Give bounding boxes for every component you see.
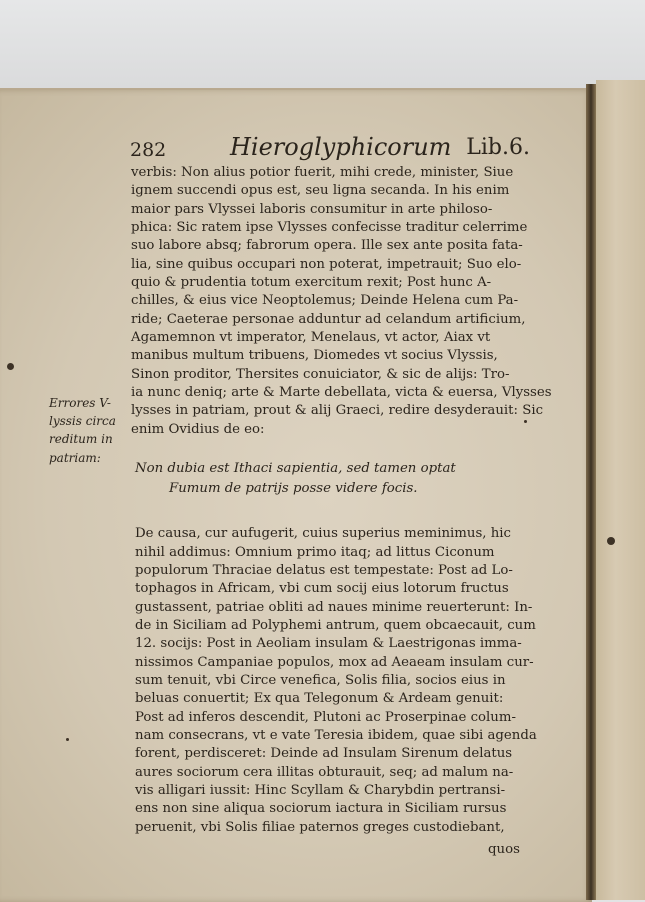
margin-note-line: Errores V- <box>49 396 111 410</box>
text-line: nam consecrans, vt e vate Teresia ibidem, quae sibi agenda <box>135 727 537 743</box>
page-number: 282 <box>130 139 167 161</box>
text-line: phica: Sic ratem ipse Vlysses confecisse traditur celerrime <box>131 220 528 236</box>
text-line: lysses in patriam, prout & alij Graeci, redire desyderauit: Sic <box>131 403 544 419</box>
text-line: populorum Thraciae delatus est tempestate: Post ad Lo- <box>135 562 513 578</box>
quote-line: Fumum de patrijs posse videre focis. <box>169 481 418 497</box>
facing-page-edge <box>596 80 645 900</box>
text-line: aures sociorum cera illitas obturauit, seq; ad malum na- <box>135 764 514 780</box>
text-line: tophagos in Africam, vbi cum socij eius lotorum fructus <box>135 581 509 597</box>
quote-line: Non dubia est Ithaci sapientia, sed tamen optat <box>135 461 456 477</box>
text-line: verbis: Non alius potior fuerit, mihi crede, minister, Siue <box>131 165 514 180</box>
book-gutter <box>586 84 596 900</box>
catchword: quos <box>488 842 520 857</box>
running-head <box>130 133 530 167</box>
paragraph-2 <box>131 525 537 837</box>
text-line: gustassent, patriae obliti ad naues minime reuerterunt: In- <box>135 599 533 615</box>
text-line: ride; Caeterae personae adduntur ad celandum artificium, <box>131 311 526 327</box>
text-line: nihil addimus: Omnium primo itaq; ad littus Ciconum <box>135 544 495 560</box>
text-line: Sinon proditor, Thersites conuiciator, & sic de alijs: Tro- <box>131 366 510 382</box>
backdrop <box>0 0 645 95</box>
text-line: enim Ovidius de eo: <box>131 421 265 437</box>
text-line: Post ad inferos descendit, Plutoni ac Proserpinae colum- <box>135 709 516 725</box>
verse-quote <box>131 459 531 499</box>
text-line: quio & prudentia totum exercitum rexit; Post hunc A- <box>131 275 492 291</box>
ink-spot <box>7 363 14 370</box>
book-number: Lib.6. <box>466 135 530 160</box>
text-line: Agamemnon vt imperator, Menelaus, vt actor, Aiax vt <box>131 330 491 346</box>
margin-note-line: patriam: <box>49 450 101 465</box>
ink-spot <box>66 738 69 741</box>
text-line: ia nunc deniq; arte & Marte debellata, victa & euersa, Vlysses <box>131 385 552 401</box>
text-line: 12. socijs: Post in Aeoliam insulam & Laestrigonas imma- <box>135 636 522 652</box>
text-line: ignem succendi opus est, seu ligna secanda. In his enim <box>131 183 510 199</box>
text-line: vis alligari iussit: Hinc Scyllam & Charybdin pertransi- <box>135 782 506 798</box>
margin-note-line: reditum in <box>49 432 113 447</box>
text-line: forent, perdisceret: Deinde ad Insulam Sirenum delatus <box>135 746 513 762</box>
ink-spot <box>607 537 615 545</box>
text-line: beluas conuertit; Ex qua Telegonum & Ardeam genuit: <box>135 691 504 707</box>
text-line: ens non sine aliqua sociorum iactura in Siciliam rursus <box>135 801 507 817</box>
text-line: nissimos Campaniae populos, mox ad Aeaeam insulam cur- <box>135 654 534 670</box>
text-line: sum tenuit, vbi Circe venefica, Solis filia, socios eius in <box>135 672 506 688</box>
text-line: suo labore absq; fabrorum opera. Ille sex ante posita fata- <box>131 238 523 254</box>
text-line: manibus multum tribuens, Diomedes vt socius Vlyssis, <box>131 348 498 364</box>
text-line: chilles, & eius vice Neoptolemus; Deinde Helena cum Pa- <box>131 293 519 309</box>
margin-note-line: lyssis circa <box>49 414 116 429</box>
text-line: maior pars Vlyssei laboris consumitur in arte philoso- <box>131 201 493 217</box>
text-line: peruenit, vbi Solis filiae paternos greges custodiebant, <box>135 819 505 835</box>
text-line: lia, sine quibus occupari non poterat, impetrauit; Suo elo- <box>131 256 522 272</box>
running-title: Hieroglyphicorum <box>230 133 452 161</box>
text-line: De causa, cur aufugerit, cuius superius meminimus, hic <box>135 526 511 542</box>
text-line: de in Siciliam ad Polyphemi antrum, quem obcaecauit, cum <box>135 617 536 633</box>
page-text <box>131 164 552 837</box>
paragraph-1 <box>131 164 552 439</box>
margin-note <box>49 394 129 467</box>
